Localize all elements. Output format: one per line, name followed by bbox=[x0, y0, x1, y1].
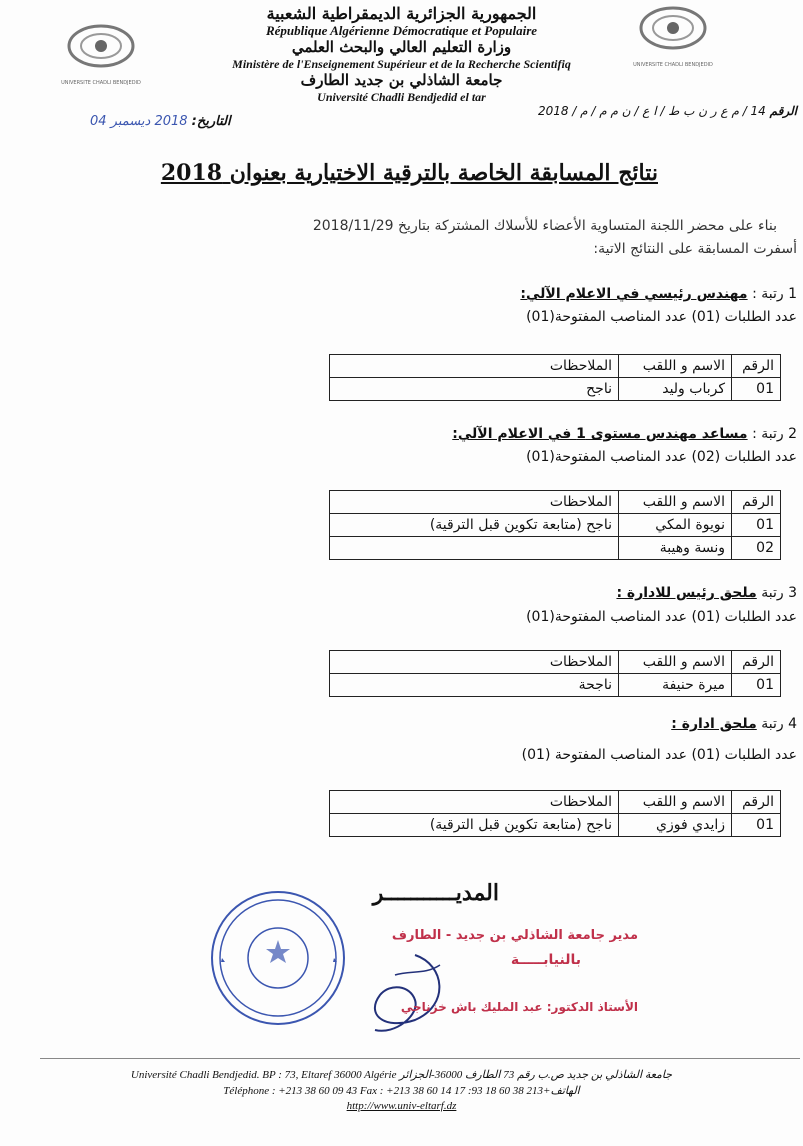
section-2-rank: مساعد مهندس مستوى 1 في الاعلام الآلي: bbox=[452, 426, 748, 442]
table-row bbox=[330, 378, 781, 401]
header-fr-university: Université Chadli Bendjedid el tar bbox=[317, 90, 486, 104]
header-ar-republic: الجمهورية الجزائرية الديمقراطية الشعبية bbox=[266, 4, 537, 23]
section-2-requests: عدد الطلبات (02) عدد المناصب المفتوحة(01) bbox=[526, 449, 797, 465]
cell-note: ناجح bbox=[330, 378, 619, 401]
official-stamp bbox=[208, 888, 348, 1028]
cell-note: ناجحة bbox=[330, 674, 619, 697]
cell-num: 01 bbox=[732, 378, 781, 401]
col-num-header: الرقم bbox=[732, 491, 781, 514]
cell-note bbox=[330, 537, 619, 560]
col-name-header: الاسم و اللقب bbox=[619, 491, 732, 514]
logo-caption: UNIVERSITE CHADLI BENDJEDID bbox=[61, 80, 141, 86]
section-4-rank: ملحق ادارة : bbox=[671, 716, 757, 732]
reference-number bbox=[538, 104, 797, 118]
section-1-table bbox=[329, 354, 781, 401]
col-name-header: الاسم و اللقب bbox=[619, 355, 732, 378]
col-num-header: الرقم bbox=[732, 651, 781, 674]
table-header-row bbox=[330, 791, 781, 814]
cell-note: ناجح (متابعة تكوين قبل الترقية) bbox=[330, 514, 619, 537]
signature-line-2: بالنيابـــــة bbox=[510, 952, 581, 968]
section-2-table bbox=[329, 490, 781, 560]
section-4-table bbox=[329, 790, 781, 837]
cell-name: ونسة وهيبة bbox=[619, 537, 732, 560]
reference-date-label: التاريخ: bbox=[191, 114, 231, 129]
section-3-prefix: 3 رتبة bbox=[761, 585, 797, 601]
col-name-header: الاسم و اللقب bbox=[619, 651, 732, 674]
col-notes-header: الملاحظات bbox=[330, 491, 619, 514]
footer-divider bbox=[40, 1058, 800, 1059]
table-header-row bbox=[330, 651, 781, 674]
footer-line-1: Université Chadli Bendjedid. BP : 73, Eltaref 36000 Algérie جامعة الشاذلي بن جديد ص.ب رقم 73 الطارف 36000-الجزائر bbox=[130, 1069, 673, 1081]
col-num-header: الرقم bbox=[732, 355, 781, 378]
col-num-header: الرقم bbox=[732, 791, 781, 814]
col-name-header: الاسم و اللقب bbox=[619, 791, 732, 814]
cell-name: كرباب وليد bbox=[619, 378, 732, 401]
cell-num: 01 bbox=[732, 514, 781, 537]
footer-line-2: Téléphone : +213 38 60 09 43 Fax : +213 38 60 14 17 :الهاتف+213 38 60 18 93 bbox=[223, 1085, 580, 1097]
table-row bbox=[330, 814, 781, 837]
col-notes-header: الملاحظات bbox=[330, 355, 619, 378]
intro-line-2: أسفرت المسابقة على النتائج الاتية: bbox=[593, 241, 797, 257]
cell-name: نويوة المكي bbox=[619, 514, 732, 537]
header-ar-university: جامعة الشاذلي بن جديد الطارف bbox=[300, 71, 503, 89]
section-1-requests: عدد الطلبات (01) عدد المناصب المفتوحة(01) bbox=[526, 309, 797, 325]
table-header-row bbox=[330, 355, 781, 378]
section-3-heading bbox=[616, 585, 797, 601]
section-1-rank: مهندس رئيسي في الاعلام الآلي: bbox=[520, 286, 748, 302]
reference-number-value: 14 / م ع ر ن ب ط / ا ع / ن م م / م / 2018 bbox=[537, 104, 766, 118]
signature-line-1: مدير جامعة الشاذلي بن جديد - الطارف bbox=[391, 928, 638, 943]
header-ar-ministry: وزارة التعليم العالي والبحث العلمي bbox=[291, 38, 512, 56]
section-2-prefix: 2 رتبة : bbox=[752, 426, 797, 442]
cell-note: ناجح (متابعة تكوين قبل الترقية) bbox=[330, 814, 619, 837]
reference-date bbox=[90, 114, 231, 129]
table-header-row bbox=[330, 491, 781, 514]
section-4-heading bbox=[671, 716, 797, 732]
section-2-heading bbox=[452, 426, 797, 442]
cell-name: ميرة حنيفة bbox=[619, 674, 732, 697]
section-3-table bbox=[329, 650, 781, 697]
reference-date-value: 2018 ديسمبر 04 bbox=[90, 114, 188, 129]
section-3-requests: عدد الطلبات (01) عدد المناصب المفتوحة(01) bbox=[526, 609, 797, 625]
header-fr-ministry: Ministère de l'Enseignement Supérieur et de la Recherche Scientifiq bbox=[232, 57, 571, 71]
cell-num: 01 bbox=[732, 674, 781, 697]
cell-name: زايدي فوزي bbox=[619, 814, 732, 837]
signature-role: المديـــــــــــر bbox=[372, 880, 499, 906]
footer-link[interactable]: http://www.univ-eltarf.dz bbox=[346, 1100, 457, 1112]
intro-line-1: بناء على محضر اللجنة المتساوية الأعضاء للأسلاك المشتركة بتاريخ 2018/11/29 bbox=[312, 218, 777, 234]
cell-num: 01 bbox=[732, 814, 781, 837]
section-1-heading bbox=[520, 286, 797, 302]
section-1-prefix: 1 رتبة : bbox=[752, 286, 797, 302]
section-4-prefix: 4 رتبة bbox=[761, 716, 797, 732]
cell-num: 02 bbox=[732, 537, 781, 560]
reference-number-label: الرقم bbox=[769, 104, 797, 118]
handwritten-signature bbox=[355, 935, 465, 1045]
section-3-rank: ملحق رئيس للادارة : bbox=[616, 585, 757, 601]
col-notes-header: الملاحظات bbox=[330, 651, 619, 674]
signature-line-3: الأستاذ الدكتور: عبد المليك باش خزناجي bbox=[400, 1000, 638, 1014]
section-4-requests: عدد الطلبات (01) عدد المناصب المفتوحة (01) bbox=[521, 747, 797, 763]
header-fr-republic: République Algérienne Démocratique et Populaire bbox=[265, 23, 538, 38]
table-row bbox=[330, 514, 781, 537]
logo-caption: UNIVERSITE CHADLI BENDJEDID bbox=[633, 62, 713, 68]
document-title: نتائج المسابقة الخاصة بالترقية الاختيارية بعنوان 2018 bbox=[160, 160, 658, 186]
table-row bbox=[330, 537, 781, 560]
col-notes-header: الملاحظات bbox=[330, 791, 619, 814]
table-row bbox=[330, 674, 781, 697]
